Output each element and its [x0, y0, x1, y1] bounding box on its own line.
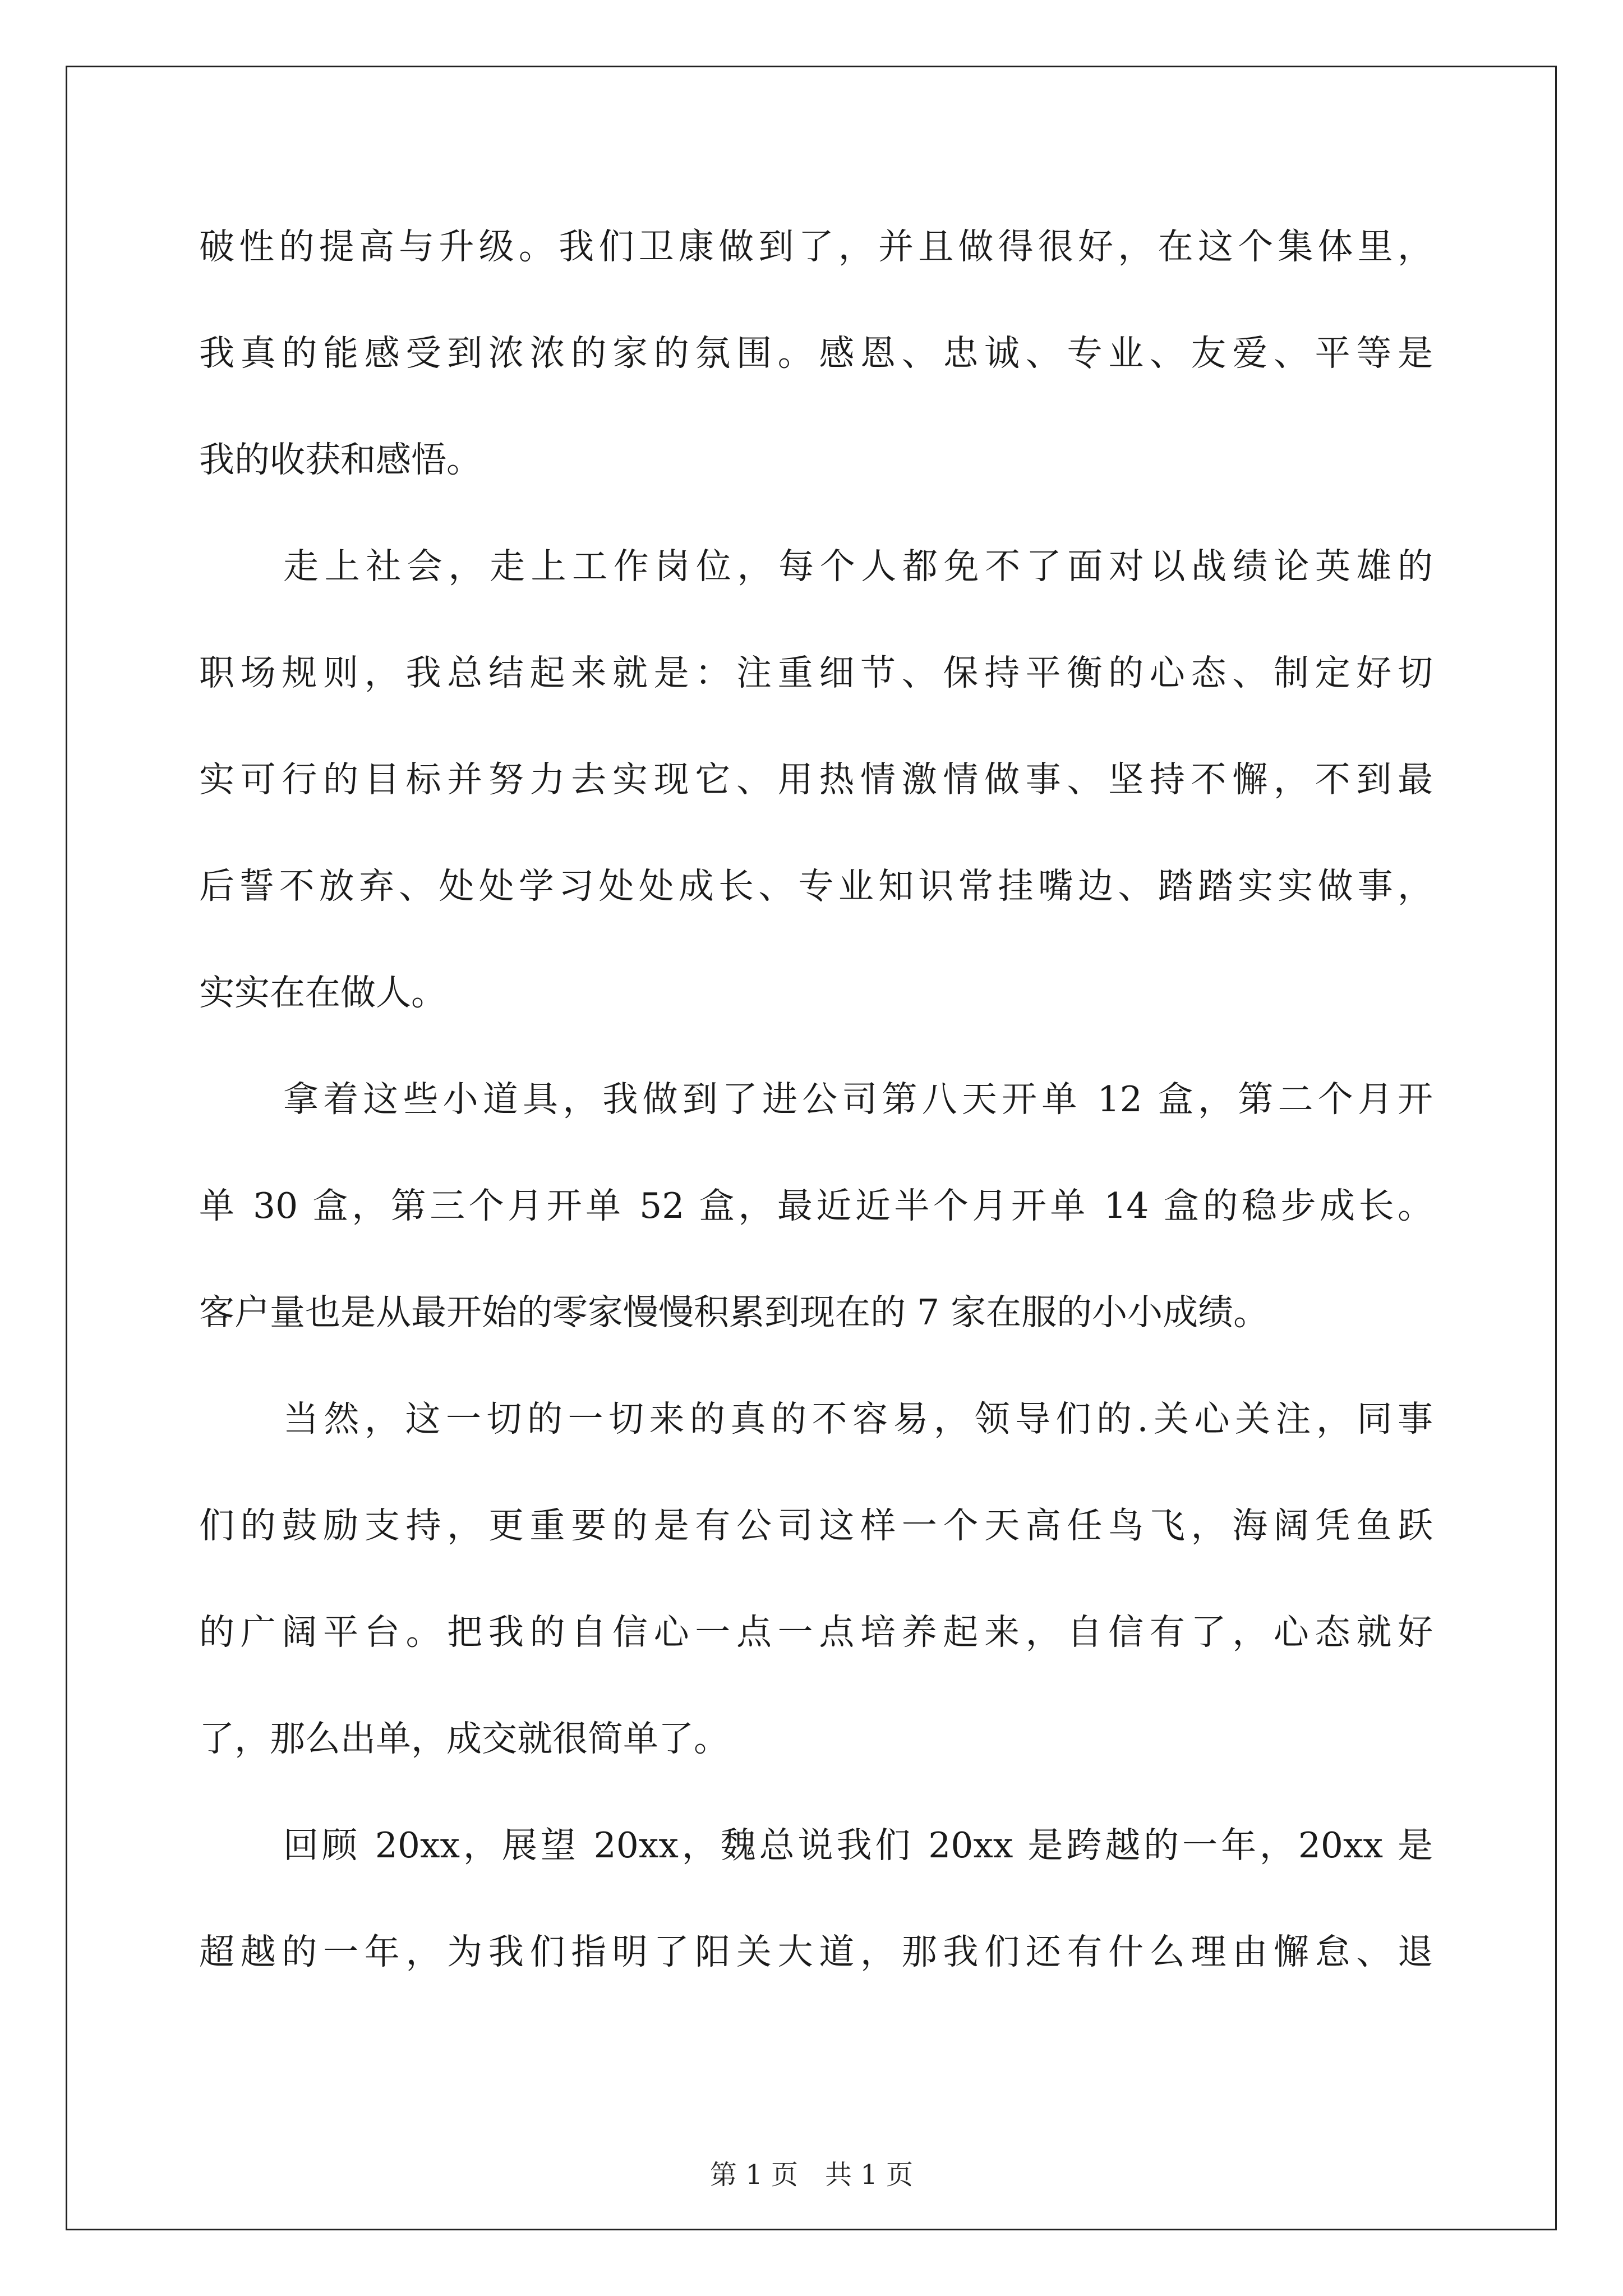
document-body [199, 194, 1433, 2005]
text-line: 拿着这些小道具，我做到了进公司第八天开单 12 盒，第二个月开 [283, 1079, 1433, 1120]
text-line: 单 30 盒，第三个月开单 52 盒，最近近半个月开单 14 盒的稳步成长。 [199, 1185, 1433, 1226]
text-line: 了，那么出单，成交就很简单了。 [199, 1718, 729, 1759]
text-line: 实实在在做人。 [199, 972, 446, 1013]
paragraph-1 [199, 194, 1433, 513]
paragraph-3 [199, 1046, 1433, 1366]
paragraph-4 [199, 1366, 1433, 1792]
text-line: 的广阔平台。把我的自信心一点一点培养起来，自信有了，心态就好 [199, 1612, 1433, 1653]
text-line: 后誓不放弃、处处学习处处成长、专业知识常挂嘴边、踏踏实实做事， [199, 866, 1433, 907]
text-line: 破性的提高与升级。我们卫康做到了，并且做得很好，在这个集体里， [199, 226, 1433, 267]
text-line: 当然，这一切的一切来的真的不容易，领导们的.关心关注，同事 [283, 1398, 1433, 1439]
text-line: 实可行的目标并努力去实现它、用热情激情做事、坚持不懈，不到最 [199, 759, 1433, 800]
text-line: 职场规则，我总结起来就是：注重细节、保持平衡的心态、制定好切 [199, 652, 1433, 693]
text-line: 我的收获和感悟。 [199, 439, 482, 480]
page-footer: 第 1 页 共 1 页 [709, 2159, 914, 2191]
text-line: 我真的能感受到浓浓的家的氛围。感恩、忠诚、专业、友爱、平等是 [199, 333, 1433, 374]
text-line: 客户量也是从最开始的零家慢慢积累到现在的 7 家在服的小小成绩。 [199, 1292, 1269, 1333]
text-line: 回顾 20xx，展望 20xx，魏总说我们 20xx 是跨越的一年，20xx 是 [283, 1825, 1433, 1866]
paragraph-5 [199, 1792, 1433, 2005]
text-line: 超越的一年，为我们指明了阳关大道，那我们还有什么理由懈怠、退 [199, 1931, 1433, 1972]
text-line: 们的鼓励支持，更重要的是有公司这样一个天高任鸟飞，海阔凭鱼跃 [199, 1505, 1433, 1546]
text-line: 走上社会，走上工作岗位，每个人都免不了面对以战绩论英雄的 [283, 546, 1433, 587]
paragraph-2 [199, 513, 1433, 1046]
